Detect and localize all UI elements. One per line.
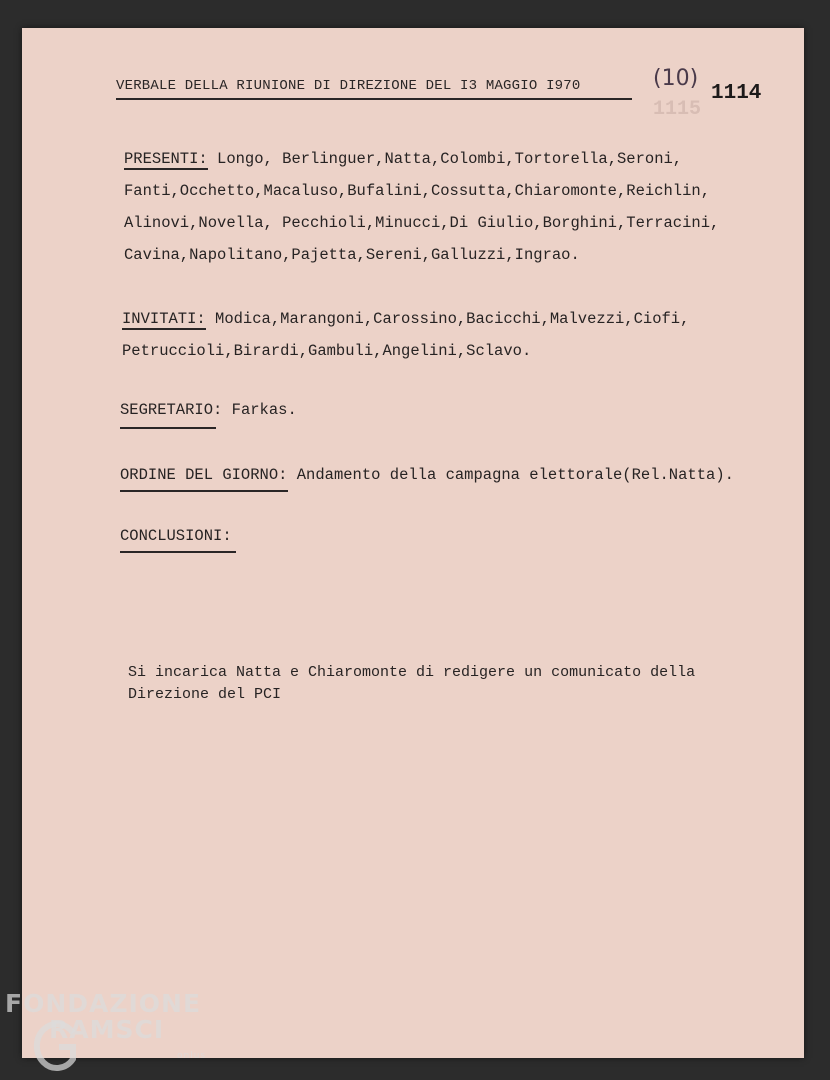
segretario-label: SEGRETARIO: — [120, 401, 223, 419]
conclusion-line-1: Si incarica Natta e Chiaromonte di redigere un comunicato della — [128, 664, 696, 681]
presenti-names: Longo, Berlinguer,Natta,Colombi,Tortorella,Seroni, — [217, 150, 683, 168]
handwritten-number: (10) — [653, 66, 699, 91]
presenti-line-1 — [124, 150, 682, 168]
document-title: VERBALE DELLA RIUNIONE DI DIREZIONE DEL I3 MAGGIO I970 — [116, 78, 632, 100]
fondazione-gramsci-watermark — [5, 989, 207, 1061]
conclusion-text — [128, 662, 695, 706]
presenti-line-4: Cavina,Napolitano,Pajetta,Sereni,Galluzzi,Ingrao. — [124, 246, 580, 264]
ordine-underline — [120, 490, 288, 492]
invitati-line-2: Petruccioli,Birardi,Gambuli,Angelini,Sclavo. — [122, 342, 532, 360]
invitati-line-1 — [122, 310, 689, 328]
invitati-names: Modica,Marangoni,Carossino,Bacicchi,Malvezzi,Ciofi, — [215, 310, 690, 328]
gramsci-g-icon — [33, 1007, 81, 1073]
presenti-label: PRESENTI: — [124, 150, 208, 168]
ordine-line — [120, 466, 734, 484]
segretario-line — [120, 401, 297, 419]
ordine-value: Andamento della campagna elettorale(Rel.Natta). — [296, 466, 734, 484]
segretario-underline — [120, 427, 216, 429]
conclusioni-label: CONCLUSIONI: — [120, 527, 232, 545]
segretario-value: Farkas. — [231, 401, 297, 419]
bleed-through-number: 1115 — [653, 98, 702, 121]
presenti-line-2: Fanti,Occhetto,Macaluso,Bufalini,Cossutta,Chiaromonte,Reichlin, — [124, 182, 710, 200]
conclusion-line-2: Direzione del PCI — [128, 686, 282, 703]
page-number: 1114 — [711, 82, 762, 105]
conclusioni-underline — [120, 551, 236, 553]
invitati-label: INVITATI: — [122, 310, 206, 328]
ordine-label: ORDINE DEL GIORNO: — [120, 466, 288, 484]
presenti-line-3: Alinovi,Novella, Pecchioli,Minucci,Di Giulio,Borghini,Terracini, — [124, 214, 720, 232]
watermark-line-2: RAMSCI — [49, 1015, 165, 1044]
watermark-line-3: onlus — [177, 1051, 207, 1061]
watermark-line-1: FONDAZIONE — [5, 989, 202, 1018]
